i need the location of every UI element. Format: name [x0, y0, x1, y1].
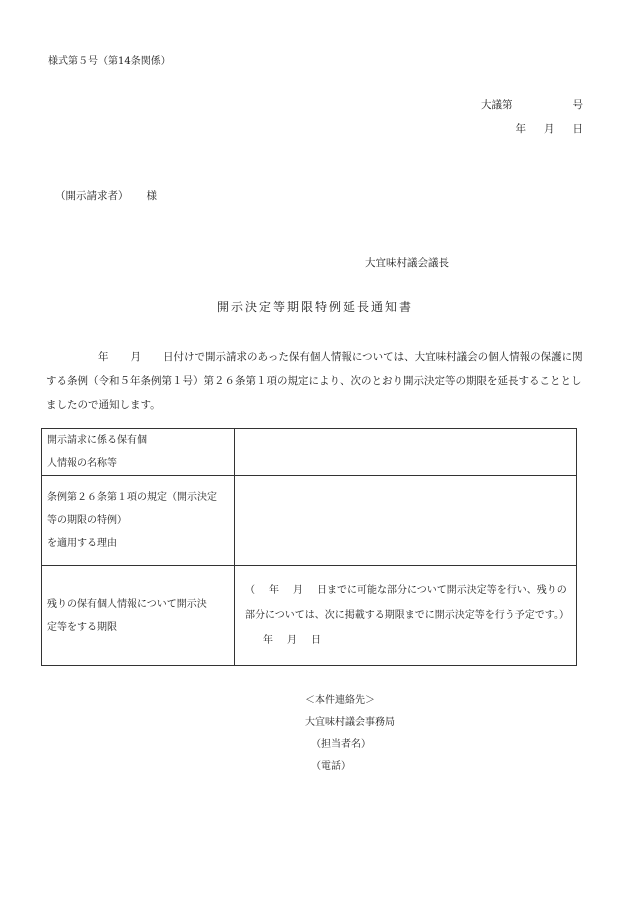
contact-block — [305, 690, 395, 778]
row1-label-line: 人情報の名称等 — [47, 458, 117, 469]
table-row — [42, 566, 577, 666]
contact-office: 大宜味村議会事務局 — [305, 717, 395, 728]
row2-label — [42, 476, 235, 566]
recipient-name: （開示請求者） — [55, 190, 129, 202]
document-number-prefix: 大議第 — [481, 99, 513, 111]
row2-label-line: 等の期限の特例） — [47, 515, 127, 526]
date-day: 日 — [572, 123, 583, 135]
row1-label — [42, 429, 235, 476]
document-number-suffix: 号 — [572, 99, 583, 111]
info-table — [41, 428, 577, 666]
sender: 大宜味村議会議長 — [365, 257, 449, 269]
contact-phone: （電話） — [311, 761, 351, 772]
recipient — [55, 188, 157, 203]
body-text: 日付けで開示請求のあった保有個人情報については、大宜味村議会の個人情報の保護に関する条例（令和５年条例第１号）第２６条第１項の規定により、次のとおり開示決定等の期限を延長することとしましたので通知します。 — [46, 351, 583, 411]
document-number — [481, 97, 583, 112]
contact-person: （担当者名） — [311, 739, 371, 750]
form-number: 様式第５号（第14条関係） — [48, 56, 171, 67]
body-month: 月 — [130, 351, 141, 363]
table-row — [42, 429, 577, 476]
issue-date — [516, 121, 584, 136]
date-year: 年 — [515, 123, 526, 135]
row2-value[interactable] — [235, 476, 577, 566]
date-month: 月 — [544, 123, 555, 135]
row1-value[interactable] — [235, 429, 577, 476]
table-row — [42, 476, 577, 566]
row3-deadline: 年 月 日 — [263, 635, 321, 646]
row2-label-line: 条例第２６条第１項の規定（開示決定 — [47, 492, 217, 503]
row3-label-line: 定等をする期限 — [47, 621, 117, 633]
row3-value — [235, 566, 577, 666]
contact-heading: ＜本件連絡先＞ — [305, 695, 375, 706]
body-year: 年 — [98, 351, 109, 363]
recipient-honorific: 様 — [146, 190, 157, 202]
row3-value-line2: 部分については、次に掲載する期限までに開示決定等を行う予定です。） — [245, 610, 569, 621]
row2-label-line: を適用する理由 — [47, 538, 117, 549]
body-paragraph — [46, 345, 586, 417]
row3-label — [42, 566, 235, 666]
row3-label-line: 残りの保有個人情報について開示決 — [47, 598, 207, 610]
row3-value-line1: （ 年 月 日までに可能な部分について開示決定等を行い、残りの — [245, 585, 567, 596]
row1-label-line: 開示請求に係る保有個 — [47, 435, 147, 446]
document-title: 開示決定等期限特例延長通知書 — [216, 300, 413, 314]
